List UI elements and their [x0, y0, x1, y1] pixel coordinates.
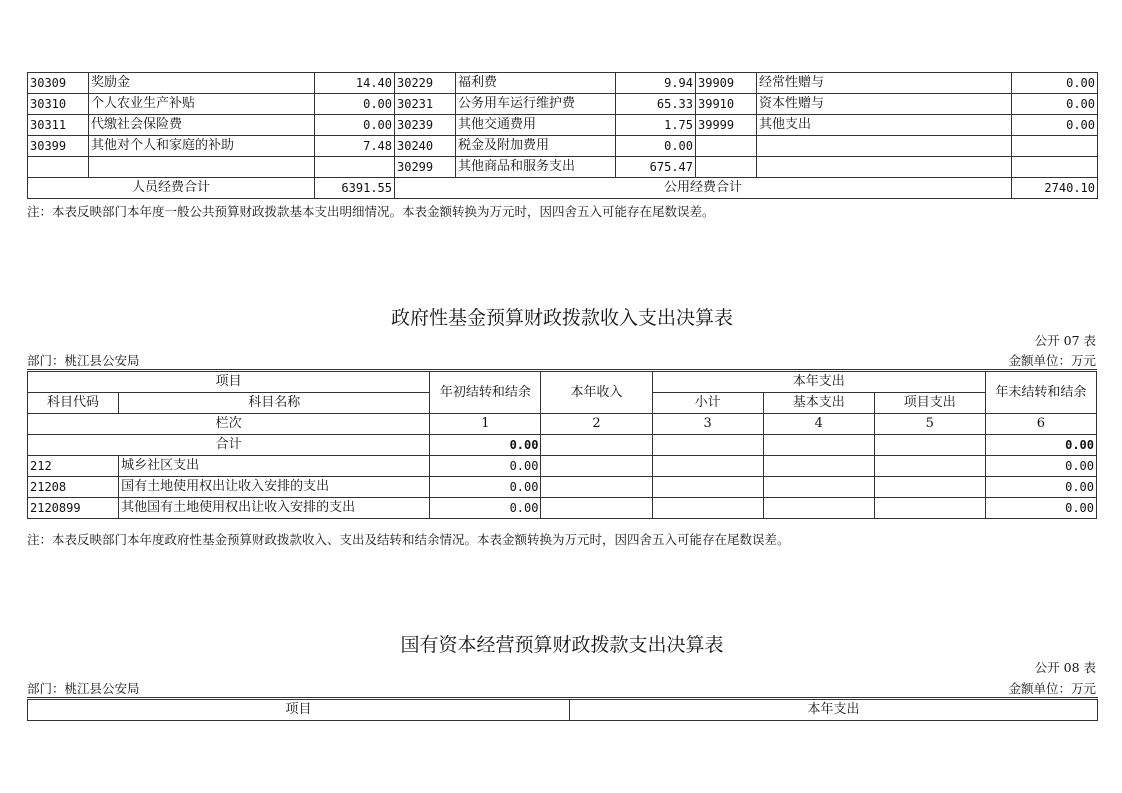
closing-balance: 0.00 — [985, 456, 1096, 477]
amount — [1012, 157, 1098, 178]
table2-unit: 金额单位：万元 — [1008, 353, 1096, 368]
empty-cell — [763, 456, 874, 477]
total-opening-balance: 0.00 — [430, 435, 541, 456]
header-row — [28, 699, 1098, 721]
economic-name: 奖励金 — [89, 73, 315, 94]
column-number: 1 — [430, 414, 541, 435]
public-total-label: 公用经费合计 — [395, 178, 1012, 199]
table2-title: 政府性基金预算财政拨款收入支出决算表 — [390, 307, 733, 329]
economic-code: 39999 — [696, 115, 757, 136]
subject-code: 2120899 — [28, 498, 119, 519]
header-row — [28, 371, 1097, 393]
column-number: 2 — [541, 414, 652, 435]
expense-header: 本年支出 — [652, 371, 985, 393]
economic-name: 其他支出 — [757, 115, 1012, 136]
amount: 0.00 — [315, 115, 395, 136]
closing-balance: 0.00 — [985, 477, 1096, 498]
item-header: 项目 — [28, 371, 430, 393]
opening-balance: 0.00 — [430, 477, 541, 498]
table-row — [28, 136, 1098, 157]
empty-cell — [652, 456, 763, 477]
table3-code: 公开 08 表 — [1034, 660, 1096, 675]
subject-name: 城乡社区支出 — [119, 456, 430, 477]
empty-cell — [874, 435, 985, 456]
public-total-value: 2740.10 — [1012, 178, 1098, 199]
empty-cell — [763, 477, 874, 498]
empty-cell — [541, 435, 652, 456]
economic-code: 39910 — [696, 94, 757, 115]
income-header: 本年收入 — [541, 371, 652, 414]
economic-code — [696, 157, 757, 178]
subject-code-header: 科目代码 — [28, 393, 119, 414]
amount: 7.48 — [315, 136, 395, 157]
total-closing-balance: 0.00 — [985, 435, 1096, 456]
table-row — [28, 94, 1098, 115]
amount: 0.00 — [1012, 73, 1098, 94]
item-header: 项目 — [28, 699, 570, 721]
economic-name: 福利费 — [456, 73, 616, 94]
table2-note: 注：本表反映部门本年度政府性基金预算财政拨款收入、支出及结转和结余情况。本表金额转换为万元时，因四舍五入可能存在尾数误差。 — [27, 532, 790, 547]
personnel-total-value: 6391.55 — [315, 178, 395, 199]
column-number: 5 — [874, 414, 985, 435]
empty-cell — [541, 477, 652, 498]
totals-row — [28, 178, 1098, 199]
subject-code: 212 — [28, 456, 119, 477]
project-expense-header: 项目支出 — [874, 393, 985, 414]
table2-department: 部门：桃江县公安局 — [27, 353, 140, 368]
gov-fund-table — [27, 369, 1097, 519]
economic-code: 30231 — [395, 94, 456, 115]
amount: 65.33 — [616, 94, 696, 115]
amount: 0.00 — [616, 136, 696, 157]
amount: 0.00 — [1012, 115, 1098, 136]
amount: 0.00 — [1012, 94, 1098, 115]
table-row — [28, 157, 1098, 178]
basic-expense-header: 基本支出 — [763, 393, 874, 414]
state-capital-table — [27, 697, 1098, 721]
opening-balance: 0.00 — [430, 498, 541, 519]
economic-code — [696, 136, 757, 157]
table-row — [28, 73, 1098, 94]
empty-cell — [763, 435, 874, 456]
amount: 0.00 — [315, 94, 395, 115]
table3-unit: 金额单位：万元 — [1008, 681, 1096, 696]
economic-name — [757, 136, 1012, 157]
economic-code: 30309 — [28, 73, 89, 94]
column-number: 3 — [652, 414, 763, 435]
economic-name: 资本性赠与 — [757, 94, 1012, 115]
economic-name: 其他商品和服务支出 — [456, 157, 616, 178]
table-row — [28, 456, 1097, 477]
closing-balance-header: 年末结转和结余 — [985, 371, 1096, 414]
economic-name — [89, 157, 315, 178]
column-number: 4 — [763, 414, 874, 435]
subject-name-header: 科目名称 — [119, 393, 430, 414]
personnel-total-label: 人员经费合计 — [28, 178, 315, 199]
economic-code: 30299 — [395, 157, 456, 178]
amount: 14.40 — [315, 73, 395, 94]
subject-name: 国有土地使用权出让收入安排的支出 — [119, 477, 430, 498]
economic-name: 经常性赠与 — [757, 73, 1012, 94]
table-row — [28, 498, 1097, 519]
opening-balance: 0.00 — [430, 456, 541, 477]
empty-cell — [652, 498, 763, 519]
subject-code: 21208 — [28, 477, 119, 498]
opening-balance-header: 年初结转和结余 — [430, 371, 541, 414]
amount: 9.94 — [616, 73, 696, 94]
empty-cell — [541, 498, 652, 519]
empty-cell — [652, 435, 763, 456]
table2-code: 公开 07 表 — [1034, 333, 1096, 348]
economic-name: 税金及附加费用 — [456, 136, 616, 157]
closing-balance: 0.00 — [985, 498, 1096, 519]
total-row — [28, 435, 1097, 456]
economic-code: 30240 — [395, 136, 456, 157]
table3-title: 国有资本经营预算财政拨款支出决算表 — [400, 634, 724, 656]
economic-name — [757, 157, 1012, 178]
economic-code: 30239 — [395, 115, 456, 136]
economic-code: 30311 — [28, 115, 89, 136]
economic-code: 30399 — [28, 136, 89, 157]
table-row — [28, 477, 1097, 498]
amount: 1.75 — [616, 115, 696, 136]
empty-cell — [652, 477, 763, 498]
expense-header: 本年支出 — [570, 699, 1098, 721]
basic-expense-detail-table — [27, 72, 1098, 199]
amount — [315, 157, 395, 178]
economic-name: 个人农业生产补贴 — [89, 94, 315, 115]
empty-cell — [874, 456, 985, 477]
empty-cell — [541, 456, 652, 477]
empty-cell — [874, 498, 985, 519]
subject-name: 其他国有土地使用权出让收入安排的支出 — [119, 498, 430, 519]
total-label: 合计 — [28, 435, 430, 456]
amount: 675.47 — [616, 157, 696, 178]
economic-name: 其他对个人和家庭的补助 — [89, 136, 315, 157]
table-row — [28, 115, 1098, 136]
economic-code: 30310 — [28, 94, 89, 115]
column-number: 6 — [985, 414, 1096, 435]
table3-department: 部门：桃江县公安局 — [27, 681, 140, 696]
column-number-row — [28, 414, 1097, 435]
subtotal-header: 小计 — [652, 393, 763, 414]
economic-name: 其他交通费用 — [456, 115, 616, 136]
empty-cell — [763, 498, 874, 519]
column-label: 栏次 — [28, 414, 430, 435]
economic-code — [28, 157, 89, 178]
amount — [1012, 136, 1098, 157]
empty-cell — [874, 477, 985, 498]
economic-code: 30229 — [395, 73, 456, 94]
economic-name: 公务用车运行维护费 — [456, 94, 616, 115]
economic-code: 39909 — [696, 73, 757, 94]
economic-name: 代缴社会保险费 — [89, 115, 315, 136]
table1-body — [28, 73, 1098, 199]
table1-note: 注：本表反映部门本年度一般公共预算财政拨款基本支出明细情况。本表金额转换为万元时，因四舍五入可能存在尾数误差。 — [27, 204, 715, 219]
